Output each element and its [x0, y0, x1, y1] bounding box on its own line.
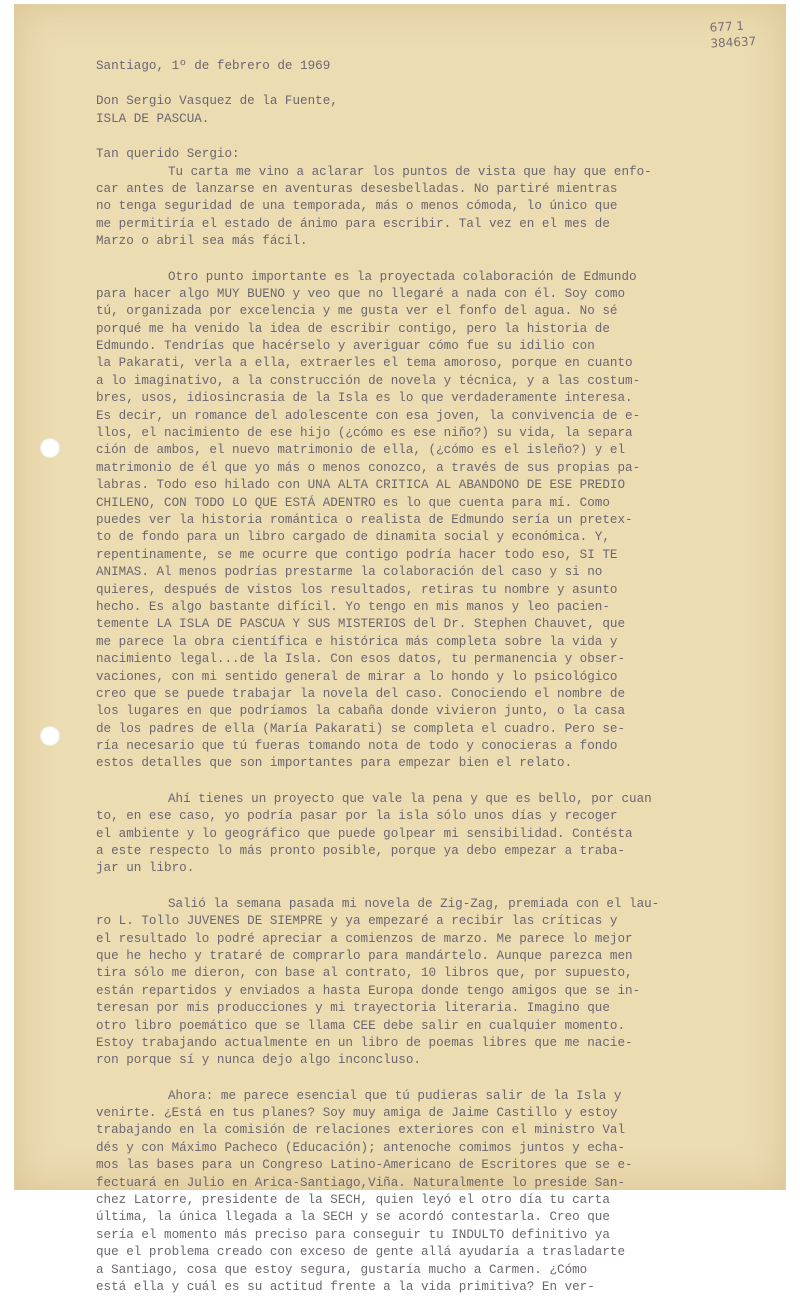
- paragraph-line: hecho. Es algo bastante difícil. Yo tengo en mis manos y leo pacien-: [96, 599, 610, 614]
- paragraph-line: repentinamente, se me ocurre que contigo podría hacer todo eso, SI TE: [96, 547, 618, 562]
- paragraph-line: para hacer algo MUY BUENO y veo que no llegaré a nada con él. Soy como: [96, 286, 626, 301]
- paragraph-line: creo que se puede trabajar la novela del caso. Conociendo el nombre de: [96, 686, 626, 701]
- paragraph-line: Es decir, un romance del adolescente con esa joven, la convivencia de e-: [96, 408, 641, 423]
- paragraph-line: tira sólo me dieron, con base al contrato, 10 libros que, por supuesto,: [96, 966, 633, 981]
- paragraph-line: otro libro poemático que se llama CEE debe salir en cualquier momento.: [96, 1018, 626, 1033]
- paragraph-line: me permitiría el estado de ánimo para escribir. Tal vez en el mes de: [96, 216, 610, 231]
- paragraph-line: fectuará en Julio en Arica-Santiago,Viña. Naturalmente lo preside San-: [96, 1175, 626, 1190]
- recipient-place: ISLA DE PASCUA.: [96, 111, 210, 126]
- paragraph-line: Ahora: me parece esencial que tú pudieras salir de la Isla y: [168, 1088, 622, 1103]
- paragraph-line: tú, organizada por excelencia y me gusta ver el fonfo del agua. No sé: [96, 304, 618, 319]
- paragraph-line: puedes ver la historia romántica o realista de Edmundo sería un pretex-: [96, 512, 633, 527]
- date-line: Santiago, 1º de febrero de 1969: [96, 59, 331, 73]
- paragraph-line: ron porque sí y nunca dejo algo inconcluso.: [96, 1053, 421, 1068]
- paragraph-line: matrimonio de él que yo más o menos conozco, a través de sus propias pa-: [96, 460, 641, 475]
- paragraph-line: trabajando en la comisión de relaciones exteriores con el ministro Val: [96, 1123, 626, 1138]
- paragraph-line: ría necesario que tú fueras tomando nota de todo y conocieras a fondo: [96, 739, 618, 754]
- paragraph-line: Salió la semana pasada mi novela de Zig-Zag, premiada con el lau-: [168, 896, 660, 911]
- paragraph-line: a este respecto lo más pronto posible, porque ya debo empezar a traba-: [96, 844, 626, 859]
- paragraph-line: Ahí tienes un proyecto que vale la pena y que es bello, por cuan: [168, 791, 652, 806]
- paragraph-line: el resultado lo podré apreciar a comienzos de marzo. Me parece lo mejor: [96, 931, 633, 946]
- paragraph-line: última, la única llegada a la SECH y se acordó contestarla. Creo que: [96, 1210, 610, 1225]
- paragraph-line: Estoy trabajando actualmente en un libro de poemas libres que me nacie-: [96, 1035, 633, 1050]
- paragraph-line: venirte. ¿Está en tus planes? Soy muy amiga de Jaime Castillo y estoy: [96, 1106, 618, 1121]
- paragraph-line: Otro punto importante es la proyectada colaboración de Edmundo: [168, 269, 637, 284]
- paragraph-line: a Santiago, cosa que estoy segura, gustaría mucho a Carmen. ¿Cómo: [96, 1262, 588, 1277]
- paragraph-line: chez Latorre, presidente de la SECH, quien leyó el otro día tu carta: [96, 1193, 610, 1208]
- paragraph: [96, 896, 772, 1070]
- recipient-name: Don Sergio Vasquez de la Fuente,: [96, 94, 338, 109]
- paragraph-line: dés y con Máximo Pacheco (Educación); antenoche comimos juntos y echa-: [96, 1140, 626, 1155]
- paragraph: [96, 1088, 772, 1296]
- paragraph-line: vaciones, con mi sentido general de mirar a lo hondo y lo psicológico: [96, 669, 618, 684]
- letter-paragraphs: [96, 164, 772, 1296]
- paragraph-line: el ambiente y lo geográfico que puede golpear mi sensibilidad. Contésta: [96, 826, 633, 841]
- paragraph-line: bres, usos, idiosincrasia de la Isla es lo que verdaderamente interesa.: [96, 391, 633, 406]
- paragraph-line: mos las bases para un Congreso Latino-Americano de Escritores que se e-: [96, 1158, 633, 1173]
- letter-body: [96, 58, 772, 1296]
- paragraph-line: Marzo o abril sea más fácil.: [96, 234, 308, 249]
- paragraph-line: quieres, después de vistos los resultados, retiras tu nombre y asunto: [96, 582, 618, 597]
- paragraph-line: sería el momento más preciso para conseguir tu INDULTO definitivo ya: [96, 1227, 610, 1242]
- paragraph-line: teresan por mis producciones y mi trayectoria literaria. Imagino que: [96, 1001, 610, 1016]
- punch-hole-top: [40, 438, 60, 458]
- paragraph-line: que he hecho y trataré de comprarlo para mandártelo. Aunque parezca men: [96, 948, 633, 963]
- paragraph-line: a lo imaginativo, a la construcción de novela y técnica, y a las costum-: [96, 373, 641, 388]
- paragraph-line: ción de ambos, el nuevo matrimonio de ella, (¿cómo es el isleño?) y el: [96, 443, 626, 458]
- punch-hole-bottom: [40, 726, 60, 746]
- paragraph-line: llos, el nacimiento de ese hijo (¿cómo es ese niño?) su vida, la separa: [96, 426, 633, 441]
- archive-code: [709, 16, 771, 51]
- salutation: Tan querido Sergio:: [96, 147, 240, 162]
- paragraph-line: car antes de lanzarse en aventuras desesbelladas. No partiré mientras: [96, 181, 618, 196]
- paragraph-line: ro L. Tollo JUVENES DE SIEMPRE y ya empezaré a recibir las críticas y: [96, 914, 618, 929]
- paragraph-line: temente LA ISLA DE PASCUA Y SUS MISTERIOS del Dr. Stephen Chauvet, que: [96, 617, 626, 632]
- paragraph-line: no tenga seguridad de una temporada, más o menos cómoda, lo único que: [96, 199, 618, 214]
- paragraph-line: la Pakarati, verla a ella, extraerles el tema amoroso, porque en cuanto: [96, 356, 633, 371]
- paragraph-line: me parece la obra científica e histórica más completa sobre la vida y: [96, 634, 618, 649]
- paragraph-line: estos detalles que son importantes para empezar bien el relato.: [96, 756, 573, 771]
- paragraph-line: CHILENO, CON TODO LO QUE ESTÁ ADENTRO es lo que cuenta para mí. Como: [96, 495, 610, 510]
- paragraph-line: to de fondo para un libro cargado de dinamita social y económica. Y,: [96, 530, 610, 545]
- paragraph-line: labras. Todo eso hilado con UNA ALTA CRITICA AL ABANDONO DE ESE PREDIO: [96, 478, 626, 493]
- paragraph-line: está ella y cuál es su actitud frente a la vida primitiva? En ver-: [96, 1280, 595, 1294]
- paragraph-line: nacimiento legal...de la Isla. Con esos datos, tu permanencia y obser-: [96, 652, 626, 667]
- paragraph: [96, 164, 772, 251]
- paragraph-line: jar un libro.: [96, 861, 195, 876]
- paragraph: [96, 269, 772, 773]
- paragraph-line: to, en ese caso, yo podría pasar por la isla sólo unos días y recoger: [96, 809, 618, 824]
- paragraph-line: Tu carta me vino a aclarar los puntos de vista que hay que enfo-: [168, 164, 652, 179]
- archive-code-line: 677 1: [709, 18, 745, 35]
- archive-code-line: 384637: [710, 34, 757, 51]
- paragraph-line: de los padres de ella (María Pakarati) se completa el cuadro. Pero se-: [96, 721, 626, 736]
- paragraph-line: que el problema creado con exceso de gente allá ayudaría a trasladarte: [96, 1245, 626, 1260]
- paragraph-line: porqué me ha venido la idea de escribir contigo, pero la historia de: [96, 321, 610, 336]
- paragraph: [96, 791, 772, 878]
- paragraph-line: los lugares en que podríamos la cabaña donde vivieron junto, o la casa: [96, 704, 626, 719]
- paragraph-line: ANIMAS. Al menos podrías prestarme la colaboración del caso y si no: [96, 565, 603, 580]
- paragraph-line: Edmundo. Tendrías que hacérselo y averiguar cómo fue su idilio con: [96, 339, 595, 354]
- paragraph-line: están repartidos y enviados a hasta Europa donde tengo amigos que se in-: [96, 983, 641, 998]
